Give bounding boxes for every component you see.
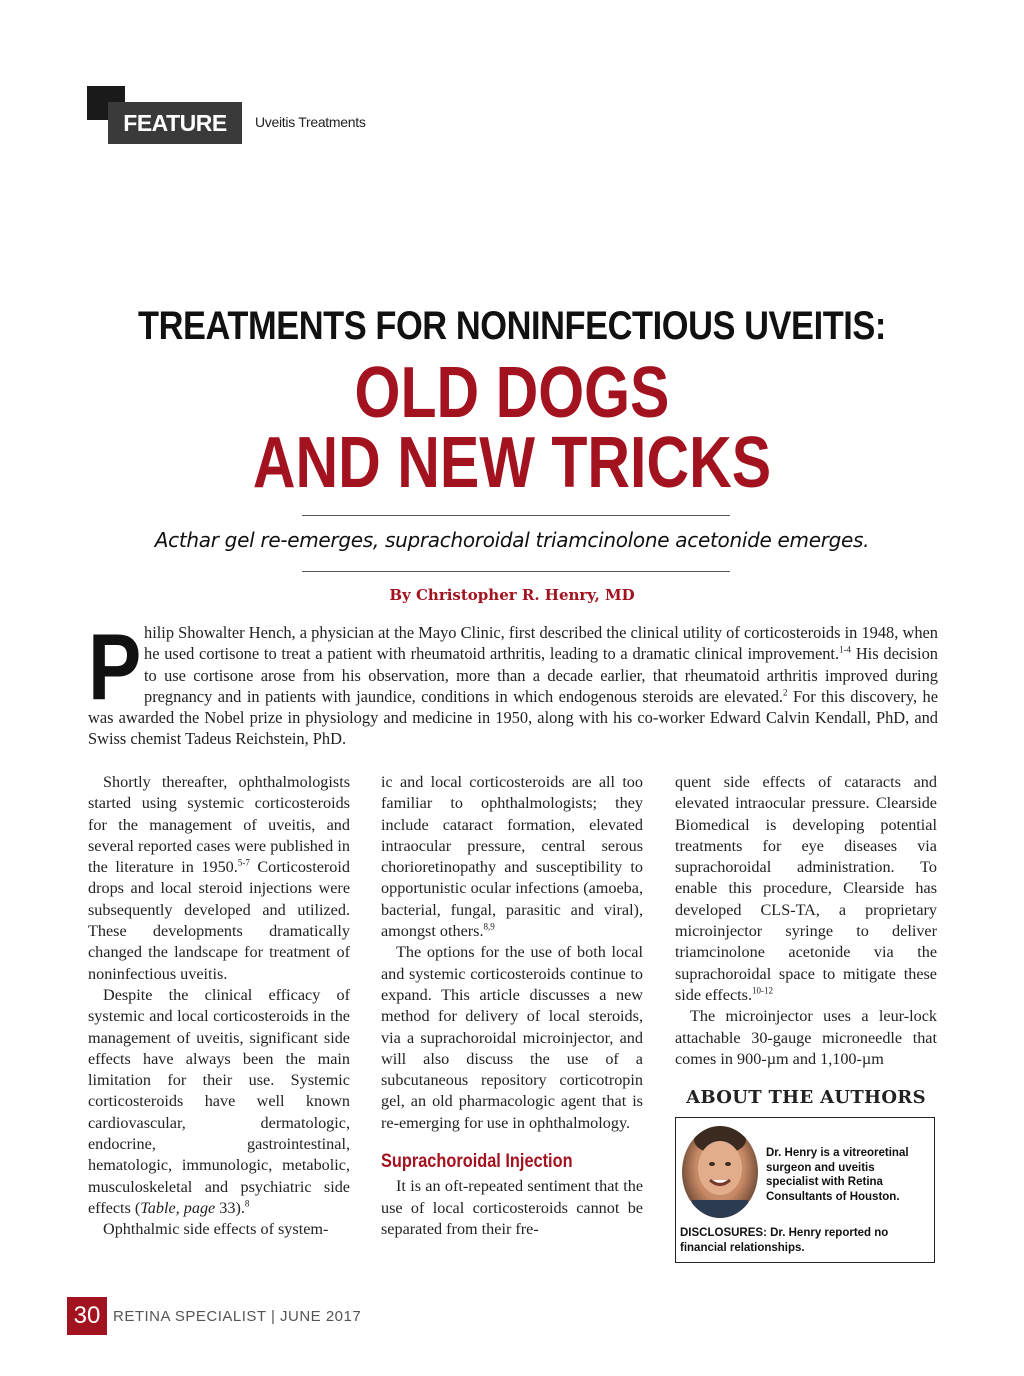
headline-red-line-1: OLD DOGS [354,353,670,433]
author-bio: Dr. Henry is a vitreoretinal surgeon and uveitis specialist with Retina Consultants of Houston. [766,1147,909,1203]
paragraph [88,772,350,985]
intro-text-1: hilip Showalter Hench, a physician at the Mayo Clinic, first described the clinical utility of corticosteroids in 1948, when he used cortisone to treat a patient with rheumatoid arthritis, leading to a dramatic clinical improvement. [144,623,938,664]
paragraph-text: 33). [215,1198,245,1217]
intro-text-2: His decision to use cortisone arose from his observation, more than a decade earlier, that rheumatoid arthritis improved during pregnancy and in patients with jaundice, conditions in which endogenous steroids are elevated. [144,644,938,706]
body-column-1 [88,772,350,1241]
subtitle: Acthar gel re-emerges, suprachoroidal triamcinolone acetonide emerges. [154,528,870,552]
intro-paragraph [88,614,938,750]
footnote-ref: 8,9 [483,921,495,932]
paragraph-text: ic and local corticosteroids are all too familiar to ophthalmologists; they include cataract formation, elevated intraocular pressure, central serous chorioretinopathy and susceptibility to opportunistic ocular infections (amoeba, bacterial, fungal, parasitic and viral), amongst others. [381,773,643,941]
drop-cap: P [88,614,142,719]
section-label: Uveitis Treatments [255,114,366,130]
section-heading: Suprachoroidal Injection [381,1151,573,1173]
about-authors-box [675,1117,935,1263]
subtitle-rule-bottom [302,571,730,572]
disclosures: DISCLOSURES: Dr. Henry reported no financial relationships. [680,1227,889,1254]
paragraph [381,772,643,942]
headline-top: TREATMENTS FOR NONINFECTIOUS UVEITIS: [138,304,886,348]
footnote-ref: 2 [782,687,788,698]
footnote-ref: 10-12 [752,985,774,996]
paragraph [88,985,350,1219]
footnote-ref: 8 [244,1198,250,1209]
footnote-ref: 5-7 [237,857,250,868]
intro-text-3: For this discovery, he was awarded the Nobel prize in physiology and medicine in 1950, along with his co-worker Edward Calvin Kendall, PhD, and Swiss chemist Tadeus Reichstein, PhD. [88,686,938,749]
footer-text: RETINA SPECIALIST | JUNE 2017 [113,1308,362,1325]
body-column-2 [381,772,643,1240]
paragraph: Ophthalmic side effects of system- [103,1220,329,1239]
paragraph: It is an oft-repeated sentiment that the use of local corticosteroids cannot be separated from their fre- [381,1177,643,1238]
paragraph-text: Shortly thereafter, ophthalmologists started using systemic corticosteroids for the management of uveitis, and several reported cases were published in the literature in 1950. [88,773,350,877]
byline: By Christopher R. Henry, MD [389,586,635,604]
paragraph: The options for the use of both local and systemic corticosteroids continue to expand. This article discusses a new method for delivery of local steroids, via a suprachoroidal microinjector, and will also discuss the use of a subcutaneous repository corticotropin gel, an old pharmacologic agent that is re-emerging for use in ophthalmology. [381,943,643,1132]
feature-label: FEATURE [108,102,242,144]
table-reference: Table, page [140,1198,216,1217]
author-photo [682,1126,758,1218]
subtitle-rule-top [302,515,730,516]
body-column-3 [675,772,937,1070]
paragraph: The microinjector uses a leur-lock attachable 30-gauge microneedle that comes in 900-µm and 1,100-µm [675,1007,937,1068]
paragraph-text: Corticosteroid drops and local steroid injections were subsequently developed and utilized. These developments dramatically changed the landscape for treatment of noninfectious uveitis. [88,858,350,983]
headline-red-line-2: AND NEW TRICKS [252,423,772,503]
paragraph-text: quent side effects of cataracts and elevated intraocular pressure. Clearside Biomedical is developing potential treatments for eye diseases via suprachoroidal administration. To enable this procedure, Clearside has developed CLS-TA, a proprietary microinjector syringe to deliver triamcinolone acetonide via the suprachoroidal space to mitigate these side effects. [675,773,937,1004]
page-number: 30 [67,1297,107,1335]
footnote-ref: 1-4 [839,644,852,655]
paragraph-text: Despite the clinical efficacy of systemic and local corticosteroids in the management of uveitis, significant side effects have always been the main limitation for their use. Systemic corticosteroids have well known cardiovascular, dermatologic, endocrine, gastrointestinal, hematologic, immunologic, metabolic, musculoskeletal and psychiatric side effects ( [88,985,350,1217]
about-authors-heading: ABOUT THE AUTHORS [686,1087,926,1108]
paragraph [675,772,937,1006]
